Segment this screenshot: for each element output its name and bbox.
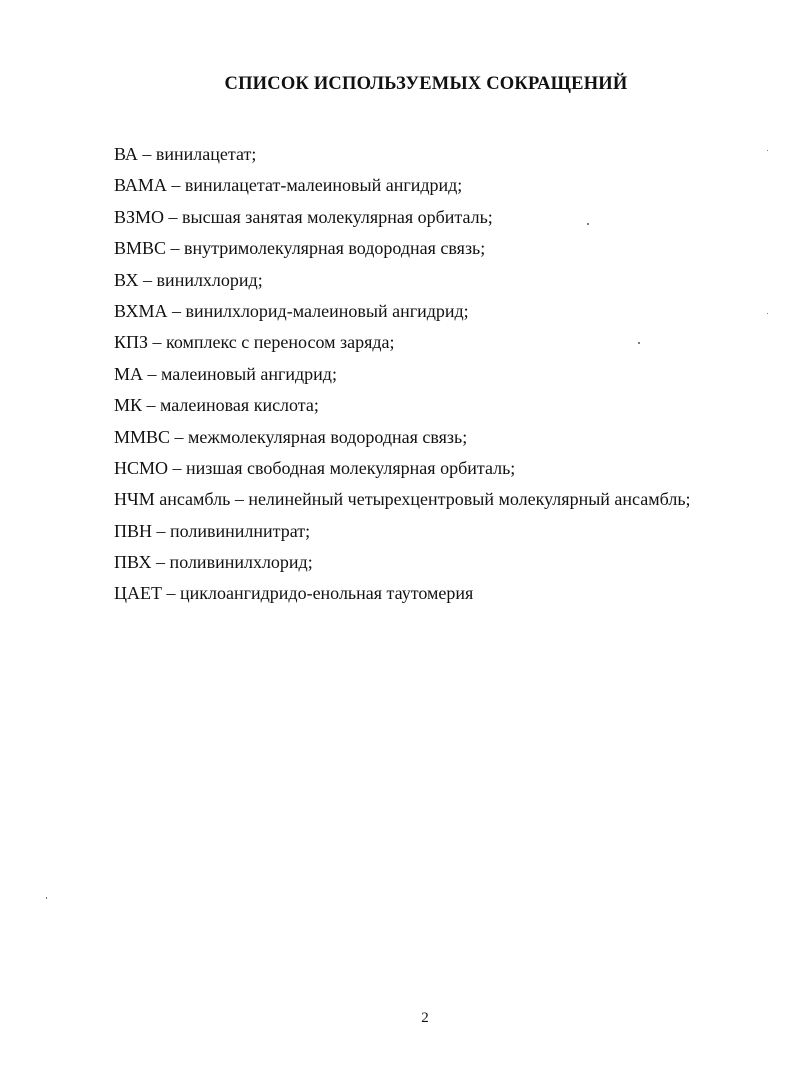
scan-speck xyxy=(767,150,768,151)
abbreviation-item: ВЗМО – высшая занятая молекулярная орбиталь; xyxy=(114,206,493,227)
abbreviation-item: КПЗ – комплекс с переносом заряда; xyxy=(114,332,395,353)
scan-speck xyxy=(638,342,640,344)
abbreviation-item: МА – малеиновый ангидрид; xyxy=(114,363,337,384)
scan-speck xyxy=(46,897,47,899)
abbreviation-list xyxy=(114,139,691,610)
abbreviation-item: ВА – винилацетат; xyxy=(114,144,257,164)
abbreviation-item: НСМО – низшая свободная молекулярная орбиталь; xyxy=(114,457,516,478)
abbreviation-item: ВМВС – внутримолекулярная водородная связь; xyxy=(114,238,486,259)
page-number: 2 xyxy=(421,1010,429,1026)
page-title: СПИСОК ИСПОЛЬЗУЕМЫХ СОКРАЩЕНИЙ xyxy=(224,74,628,94)
scan-speck xyxy=(587,223,589,225)
abbreviation-item: ПВН – поливинилнитрат; xyxy=(114,520,311,541)
abbreviation-item: ЦАЕТ – циклоангидридо-енольная таутомерия xyxy=(114,583,474,604)
abbreviation-item: ВХ – винилхлорид; xyxy=(114,269,263,290)
abbreviation-item: НЧМ ансамбль – нелинейный четырехцентровый молекулярный ансамбль; xyxy=(114,489,691,510)
abbreviation-item: ВХМА – винилхлорид-малеиновый ангидрид; xyxy=(114,300,469,321)
abbreviation-item: МК – малеиновая кислота; xyxy=(114,395,319,416)
abbreviation-item: ВАМА – винилацетат-малеиновый ангидрид; xyxy=(114,175,463,196)
scan-speck xyxy=(767,313,768,314)
abbreviation-item: ММВС – межмолекулярная водородная связь; xyxy=(114,426,468,447)
abbreviation-item: ПВХ – поливинилхлорид; xyxy=(114,552,313,573)
